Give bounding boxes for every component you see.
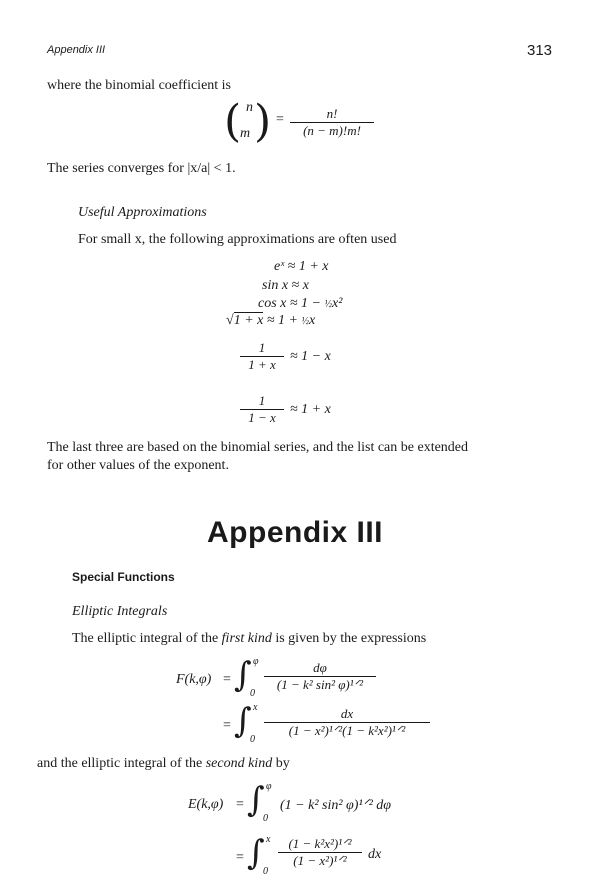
second-kind-intro xyxy=(37,756,290,772)
recip2-denominator: 1 − x xyxy=(248,410,276,425)
E2-fraction xyxy=(278,836,362,869)
right-paren: ) xyxy=(254,96,272,147)
closing-line-1: The last three are based on the binomial series, and the list can be extended xyxy=(47,440,469,455)
approx-intro: For small x, the following approximations are often used xyxy=(78,232,397,247)
binomial-intro: where the binomial coefficient is xyxy=(47,78,232,93)
binomial-equals: = xyxy=(276,112,284,127)
approx-cos-var: x² xyxy=(332,296,343,311)
sqrt-icon: √ xyxy=(226,313,234,328)
E1-upper-limit: φ xyxy=(266,781,272,792)
F1-lower-limit: 0 xyxy=(250,688,255,699)
recip2-rhs: ≈ 1 + x xyxy=(290,402,331,417)
first-kind-intro xyxy=(72,631,426,647)
sqrt-radicand: 1 + x xyxy=(233,313,264,328)
recip1-denominator: 1 + x xyxy=(248,357,276,372)
E1-integrand: (1 − k² sin² φ)¹ᐟ² dφ xyxy=(280,798,392,813)
first-kind-em: first kind xyxy=(221,631,272,646)
integral-icon: ∫ xyxy=(247,833,265,873)
integral-icon: ∫ xyxy=(234,701,252,741)
binomial-denominator: (n − m)!m! xyxy=(303,123,361,138)
F2-fraction xyxy=(264,706,430,739)
approx-cos-lhs: cos x ≈ 1 − xyxy=(258,296,325,311)
F2-equals: = xyxy=(223,718,231,733)
E2-denominator: (1 − x²)¹ᐟ² xyxy=(293,853,347,868)
recip2-numerator: 1 xyxy=(258,393,266,408)
E2-dx: dx xyxy=(368,847,382,862)
F-equals: = xyxy=(223,672,231,687)
F2-lower-limit: 0 xyxy=(250,734,255,745)
F2-numerator: dx xyxy=(340,706,354,721)
recip1-rhs: ≈ 1 − x xyxy=(290,349,331,364)
E-lhs: E(k,φ) xyxy=(188,797,224,812)
integral-icon: ∫ xyxy=(247,780,265,820)
approx-heading: Useful Approximations xyxy=(78,205,207,220)
second-kind-post: by xyxy=(272,756,290,771)
first-kind-pre: The elliptic integral of the xyxy=(72,631,222,646)
recip2-fraction xyxy=(240,393,284,426)
F1-upper-limit: φ xyxy=(253,656,259,667)
E2-upper-limit: x xyxy=(266,834,271,845)
E1-lower-limit: 0 xyxy=(263,813,268,824)
E2-equals: = xyxy=(236,850,244,865)
binomial-top: n xyxy=(246,100,253,115)
first-kind-post: is given by the expressions xyxy=(271,631,427,646)
appendix-title: Appendix III xyxy=(207,516,384,549)
convergence-text: The series converges for |x/a| < 1. xyxy=(47,161,236,176)
recip1-numerator: 1 xyxy=(258,340,266,355)
second-kind-pre: and the elliptic integral of the xyxy=(37,756,206,771)
approx-sqrt-coef: ½ xyxy=(301,316,309,327)
E2-numerator: (1 − k²x²)¹ᐟ² xyxy=(288,836,352,851)
recip1-fraction xyxy=(240,340,284,373)
left-paren: ( xyxy=(224,96,242,147)
approx-cos-coef: ½ xyxy=(324,299,333,310)
F2-upper-limit: x xyxy=(253,702,258,713)
binomial-numerator: n! xyxy=(326,106,338,121)
F2-denominator: (1 − x²)¹ᐟ²(1 − k²x²)¹ᐟ² xyxy=(288,723,406,738)
F-lhs: F(k,φ) xyxy=(176,672,212,687)
E-equals: = xyxy=(236,797,244,812)
section-heading: Special Functions xyxy=(72,570,175,584)
closing-line-2: for other values of the exponent. xyxy=(47,458,229,473)
subsection-heading: Elliptic Integrals xyxy=(72,604,168,619)
E2-lower-limit: 0 xyxy=(263,866,268,877)
approx-sqrt xyxy=(226,313,315,329)
binomial-fraction xyxy=(290,106,374,139)
F1-numerator: dφ xyxy=(313,660,327,675)
second-kind-em: second kind xyxy=(205,756,273,771)
binomial-bottom: m xyxy=(240,126,251,141)
approx-sqrt-var: x xyxy=(309,313,316,328)
approx-exp: eˣ ≈ 1 + x xyxy=(274,259,329,274)
page-number: 313 xyxy=(527,42,553,59)
approx-cos xyxy=(258,296,342,312)
F1-denominator: (1 − k² sin² φ)¹ᐟ² xyxy=(276,677,364,692)
approx-sin: sin x ≈ x xyxy=(262,278,309,293)
integral-icon: ∫ xyxy=(234,655,252,695)
running-head: Appendix III xyxy=(47,44,106,56)
F1-fraction xyxy=(264,660,376,693)
approx-sqrt-rhs: ≈ 1 + xyxy=(263,313,302,328)
